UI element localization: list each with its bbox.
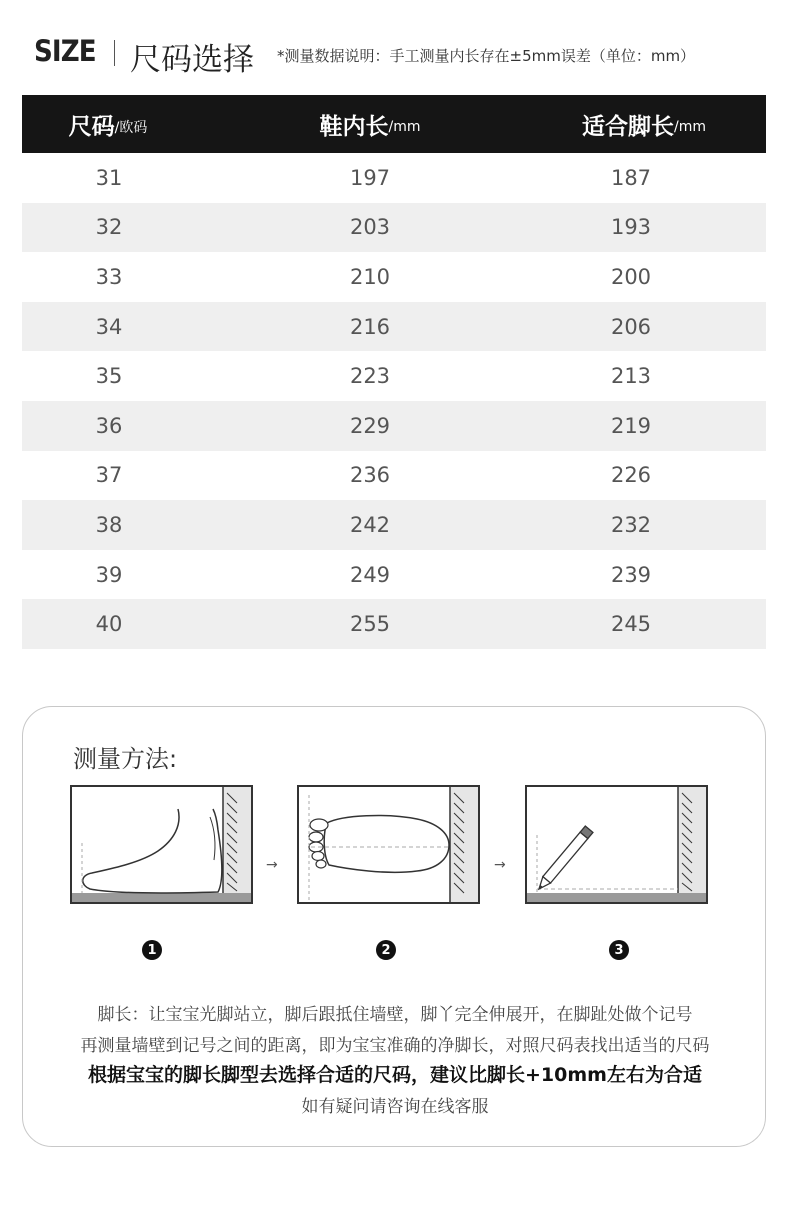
- foot-length-cell: 193: [610, 215, 652, 240]
- foot-length-cell: 239: [610, 562, 652, 587]
- column-header-sub: /mm: [674, 119, 706, 135]
- table-header: [22, 95, 766, 153]
- foot-length-cell: 226: [610, 463, 652, 488]
- inner-length-cell: 229: [349, 413, 391, 438]
- table-row: [22, 451, 766, 501]
- size-cell: 31: [95, 165, 123, 190]
- size-logo-text: SIZE: [34, 34, 96, 68]
- foot-length-cell: 213: [610, 364, 652, 389]
- table-row: [22, 550, 766, 600]
- size-cell: 32: [95, 215, 123, 240]
- recommendation-line: 根据宝宝的脚长脚型去选择合适的尺码，建议比脚长+10mm左右为合适: [88, 1064, 702, 1086]
- table-row: [22, 599, 766, 649]
- foot-length-cell: 232: [610, 512, 652, 537]
- table-row: [22, 401, 766, 451]
- column-header-sub: /欧码: [114, 120, 148, 136]
- arrow-icon: →: [494, 857, 506, 873]
- foot-length-cell: 200: [610, 264, 652, 289]
- inner-length-cell: 255: [349, 612, 391, 637]
- size-cell: 39: [95, 562, 123, 587]
- size-cell: 36: [95, 413, 123, 438]
- arrow-icon: →: [266, 857, 278, 873]
- pencil-mark-icon: [525, 785, 708, 905]
- instruction-line: 再测量墙壁到记号之间的距离，即为宝宝准确的净脚长，对照尺码表找出适当的尺码: [80, 1036, 710, 1056]
- foot-side-against-wall-icon: [70, 785, 253, 905]
- inner-length-cell: 236: [349, 463, 391, 488]
- table-row: [22, 153, 766, 203]
- inner-length-cell: 223: [349, 364, 391, 389]
- foot-length-cell: 187: [610, 165, 652, 190]
- size-cell: 38: [95, 512, 123, 537]
- size-table: [22, 95, 766, 649]
- inner-length-cell: 197: [349, 165, 391, 190]
- size-cell: 34: [95, 314, 123, 339]
- size-cell: 33: [95, 264, 123, 289]
- table-row: [22, 500, 766, 550]
- inner-length-cell: 242: [349, 512, 391, 537]
- column-header-sub: /mm: [388, 119, 421, 135]
- inner-length-cell: 210: [349, 264, 391, 289]
- table-row: [22, 252, 766, 302]
- column-header-main: 尺码: [68, 113, 115, 140]
- measurement-note: *测量数据说明：手工测量内长存在±5mm误差（单位：mm）: [277, 47, 696, 65]
- header: [34, 30, 764, 78]
- header-divider: [114, 40, 115, 66]
- size-cell: 40: [95, 612, 123, 637]
- table-row: [22, 203, 766, 253]
- page-title: 尺码选择: [130, 42, 254, 78]
- instruction-line: 脚长：让宝宝光脚站立，脚后跟抵住墙壁，脚丫完全伸展开，在脚趾处做个记号: [97, 1005, 693, 1025]
- column-header-main: 适合脚长: [582, 113, 674, 140]
- step-number-1: 1: [142, 940, 162, 960]
- inner-length-cell: 249: [349, 562, 391, 587]
- step-number-2: 2: [376, 940, 396, 960]
- table-row: [22, 351, 766, 401]
- table-row: [22, 302, 766, 352]
- foot-top-view-icon: [297, 785, 480, 905]
- foot-length-cell: 219: [610, 413, 652, 438]
- inner-length-cell: 216: [349, 314, 391, 339]
- column-header-inner-length: [244, 95, 496, 153]
- inner-length-cell: 203: [349, 215, 391, 240]
- foot-length-cell: 245: [610, 612, 652, 637]
- size-cell: 35: [95, 364, 123, 389]
- method-title: 测量方法:: [73, 745, 178, 773]
- customer-service-line: 如有疑问请咨询在线客服: [301, 1097, 489, 1117]
- column-header-size: [22, 95, 194, 153]
- foot-length-cell: 206: [610, 314, 652, 339]
- column-header-main: 鞋内长: [319, 113, 389, 140]
- column-header-foot-length: [522, 95, 766, 153]
- table-body: [22, 153, 766, 649]
- size-cell: 37: [95, 463, 123, 488]
- step-number-3: 3: [609, 940, 629, 960]
- measurement-method-panel: [22, 706, 766, 1147]
